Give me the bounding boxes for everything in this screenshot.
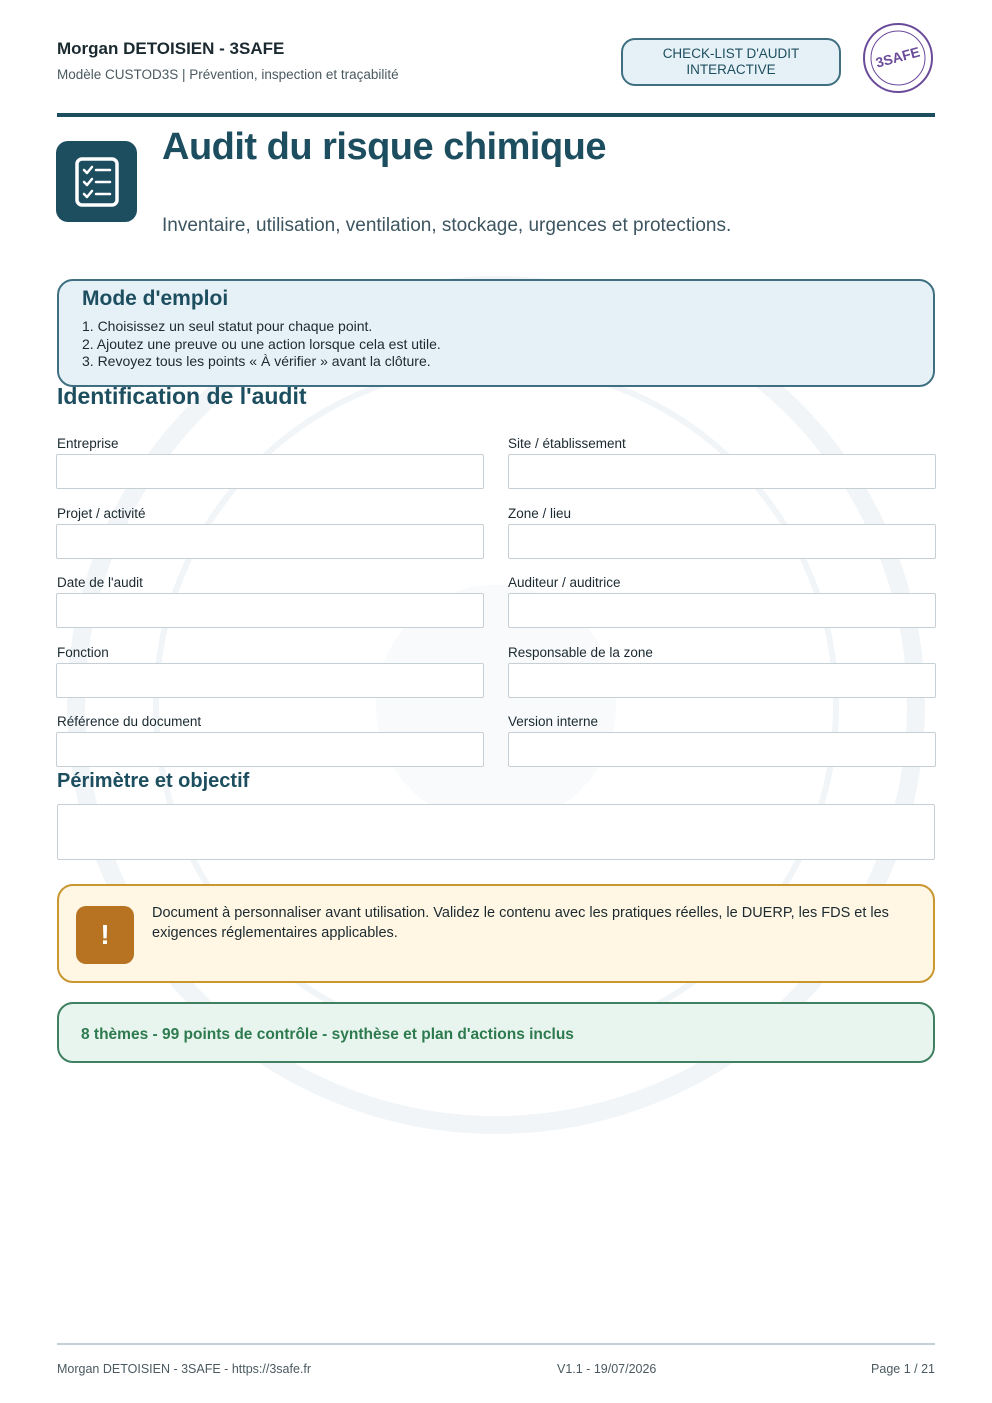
- field-label-entreprise: Entreprise: [57, 436, 119, 451]
- date-input[interactable]: [56, 593, 484, 628]
- instructions-box: [57, 279, 935, 387]
- reference-input[interactable]: [56, 732, 484, 767]
- identification-title: Identification de l'audit: [57, 383, 307, 409]
- instructions-list: [82, 318, 441, 371]
- footer-divider: [57, 1343, 935, 1345]
- checklist-icon: [56, 141, 137, 222]
- model-line: Modèle CUSTOD3S | Prévention, inspection et traçabilité: [57, 67, 399, 82]
- zone-input[interactable]: [508, 524, 936, 559]
- summary-box: [57, 1002, 935, 1063]
- warning-text: Document à personnaliser avant utilisation. Validez le contenu avec les pratiques réelles, le DUERP, les FDS et les exigences réglementaires applicables.: [152, 905, 889, 941]
- page-title: Audit du risque chimique: [162, 126, 607, 168]
- footer-left: Morgan DETOISIEN - 3SAFE - https://3safe.fr: [57, 1362, 312, 1376]
- site-input[interactable]: [508, 454, 936, 489]
- seal-text: 3SAFE: [873, 43, 922, 71]
- fonction-input[interactable]: [56, 663, 484, 698]
- company-seal-logo: [862, 22, 934, 94]
- entreprise-input[interactable]: [56, 454, 484, 489]
- field-label-auditeur: Auditeur / auditrice: [508, 575, 621, 590]
- field-label-site: Site / établissement: [508, 436, 626, 451]
- instructions-title: Mode d'emploi: [82, 287, 229, 310]
- instruction-step: 1. Choisissez un seul statut pour chaque point.: [82, 318, 373, 334]
- header-divider: [57, 113, 935, 117]
- instruction-step: 2. Ajoutez une preuve ou une action lorsque cela est utile.: [82, 335, 441, 352]
- footer-page-number: Page 1 / 21: [871, 1362, 935, 1376]
- field-label-fonction: Fonction: [57, 645, 109, 660]
- page-subtitle: Inventaire, utilisation, ventilation, stockage, urgences et protections.: [162, 215, 732, 236]
- field-label-responsable: Responsable de la zone: [508, 645, 653, 660]
- footer-center: V1.1 - 19/07/2026: [557, 1362, 657, 1376]
- auditeur-input[interactable]: [508, 593, 936, 628]
- checklist-badge: CHECK-LIST D'AUDIT INTERACTIVE: [621, 38, 841, 86]
- exclamation-icon: !: [76, 906, 134, 964]
- field-label-projet: Projet / activité: [57, 506, 146, 521]
- version-input[interactable]: [508, 732, 936, 767]
- field-label-date: Date de l'audit: [57, 575, 143, 590]
- perimeter-title: Périmètre et objectif: [57, 770, 250, 792]
- projet-input[interactable]: [56, 524, 484, 559]
- field-label-zone: Zone / lieu: [508, 506, 572, 521]
- perimeter-textarea[interactable]: [57, 804, 935, 860]
- field-label-reference: Référence du document: [57, 714, 202, 729]
- summary-text: 8 thèmes - 99 points de contrôle - synthèse et plan d'actions inclus: [81, 1026, 574, 1043]
- warning-box: [57, 884, 935, 983]
- author-name: Morgan DETOISIEN - 3SAFE: [57, 39, 285, 58]
- field-label-version: Version interne: [508, 714, 599, 729]
- instruction-step: 3. Revoyez tous les points « À vérifier » avant la clôture.: [82, 353, 431, 369]
- responsable-input[interactable]: [508, 663, 936, 698]
